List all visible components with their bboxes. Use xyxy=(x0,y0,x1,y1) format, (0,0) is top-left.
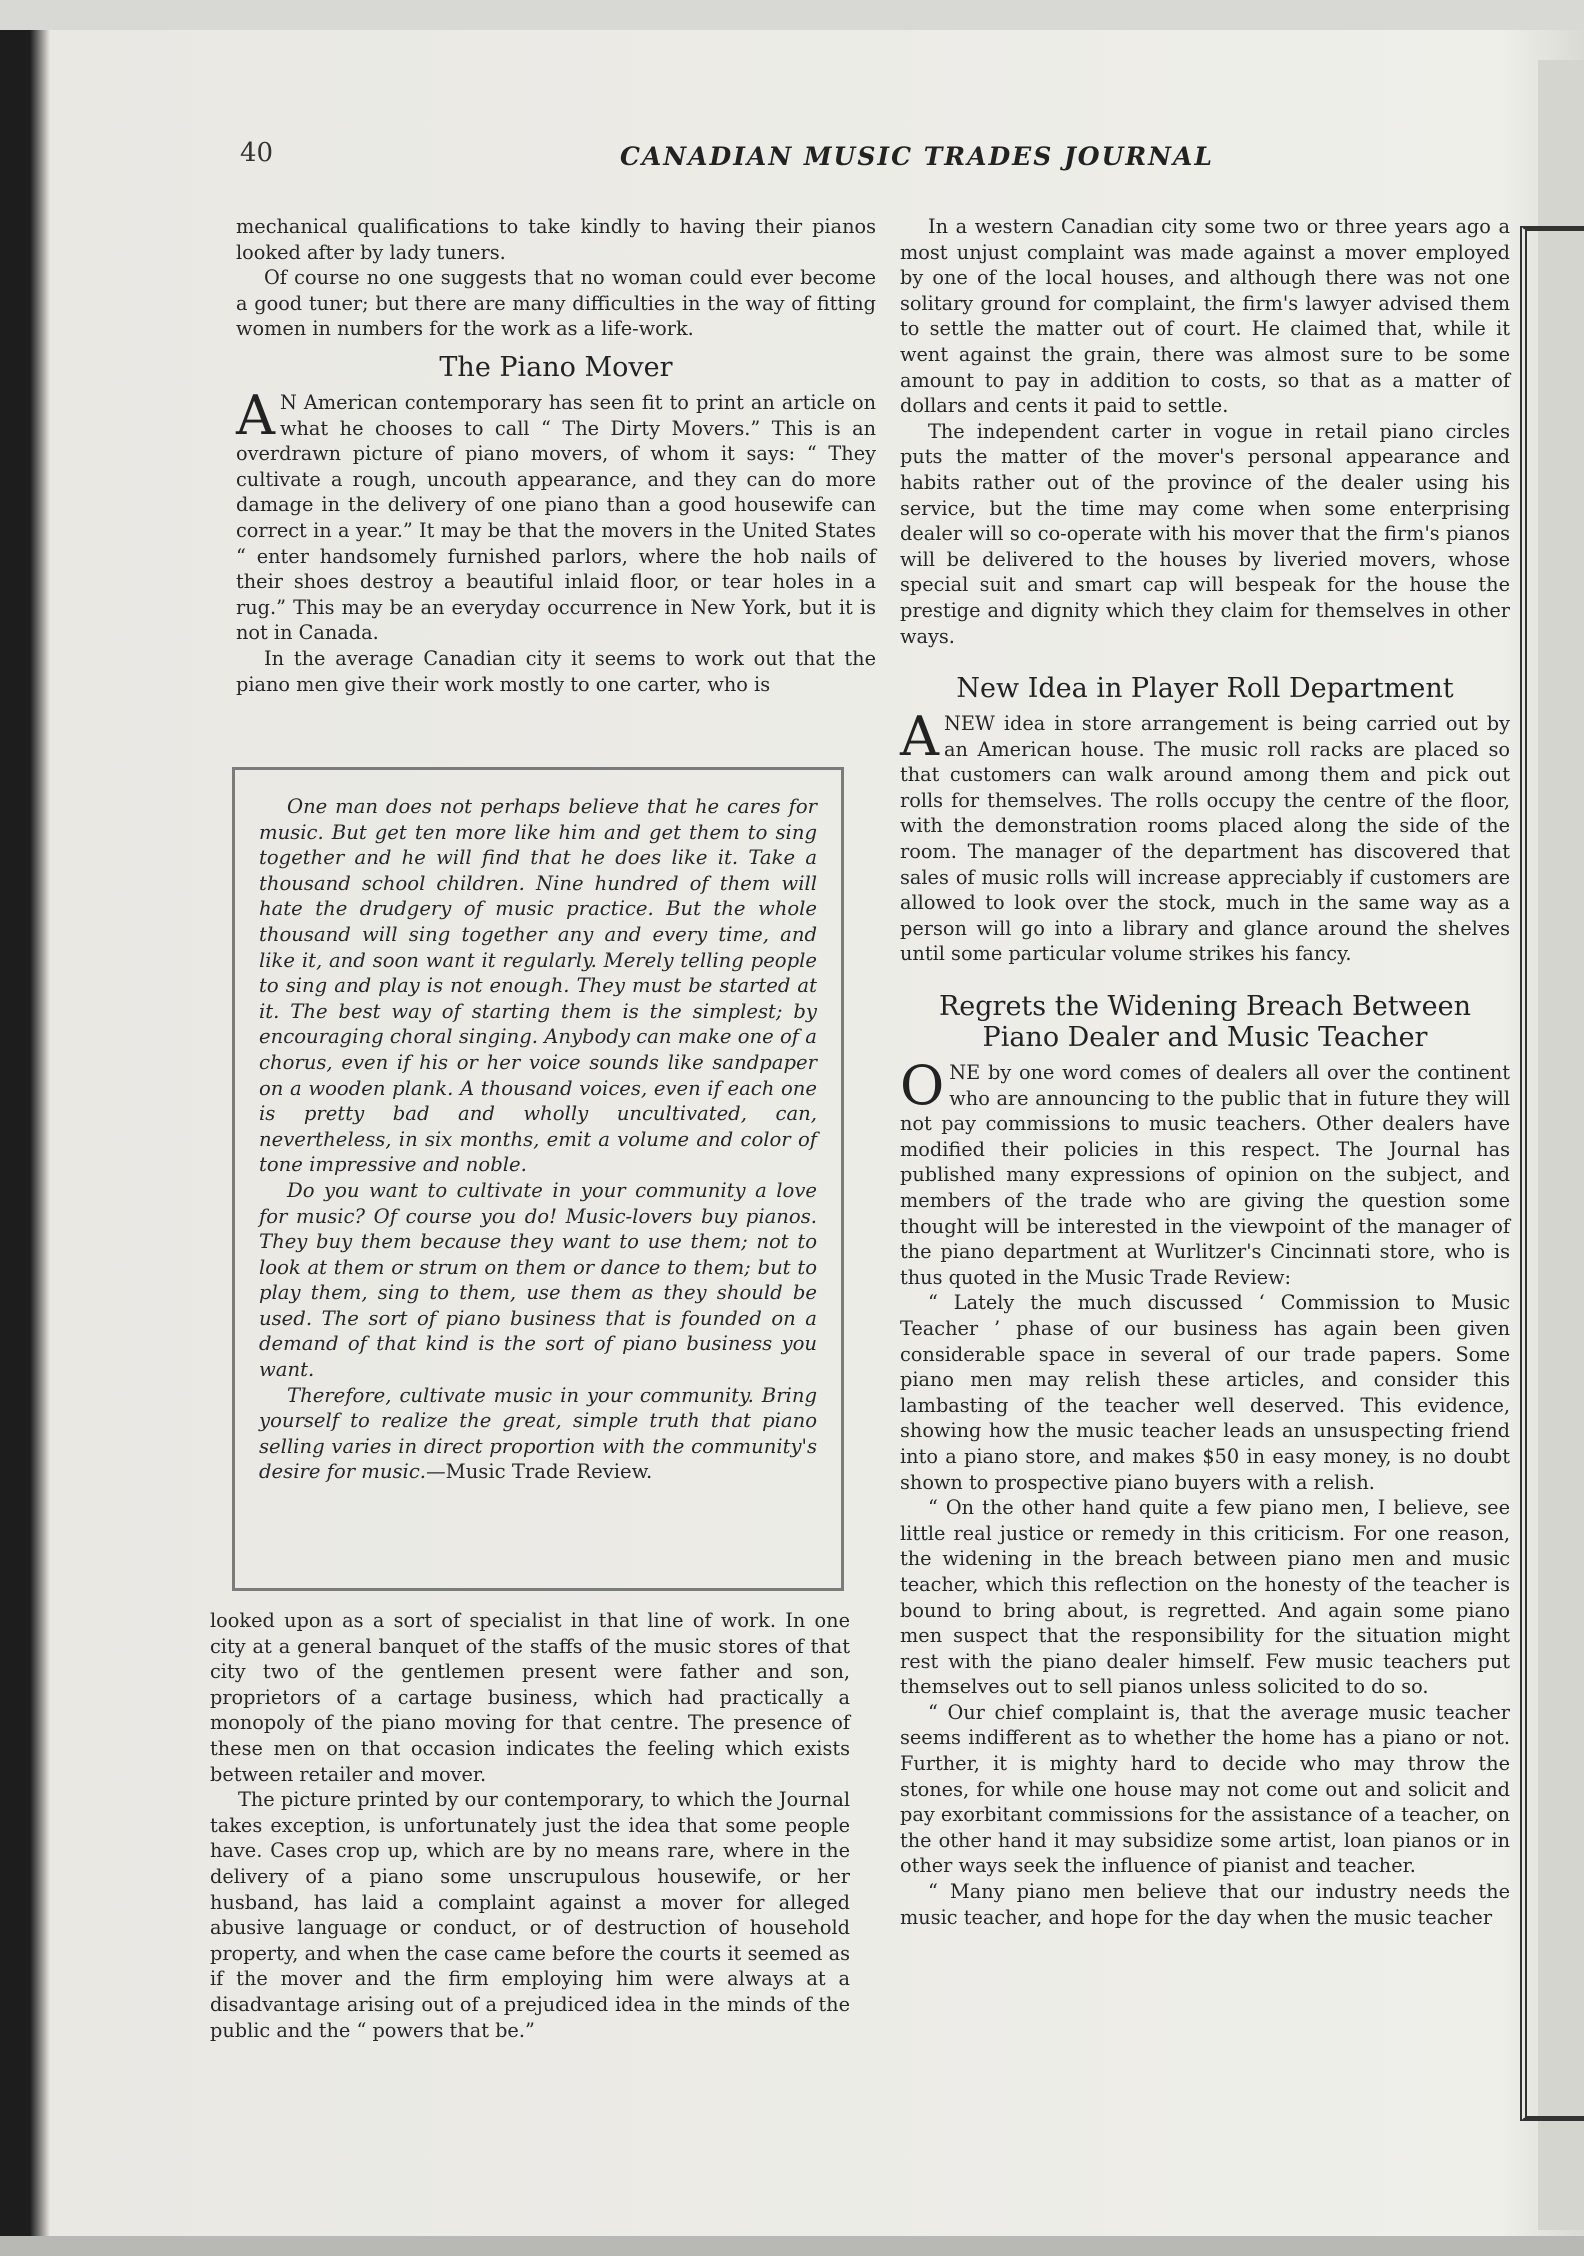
page-header xyxy=(240,138,1360,182)
drop-cap: A xyxy=(900,705,939,769)
scan-top-edge xyxy=(0,0,1584,30)
journal-title: CANADIAN MUSIC TRADES JOURNAL xyxy=(620,142,1214,171)
quote-paragraph: Therefore, cultivate music in your community. Bring yourself to realize the great, simple truth that piano selling varies in direct proportion with the community's desire for music.—Music Trade Review. xyxy=(259,1383,817,1484)
right-column xyxy=(900,214,1510,1930)
adjacent-page-frame xyxy=(1520,226,1584,2121)
paragraph: “ On the other hand quite a few piano men, I believe, see little real justice or remedy in this criticism. For one reason, the widening in the breach between piano men and music teacher, which this reflection on the honesty of the teacher is bound to bring about, is regretted. And again some piano men suspect that the responsibility for the situation might rest with the piano dealer himself. Few music teachers put themselves out to sell pianos unless solicited to do so. xyxy=(900,1496,1510,1699)
page-number: 40 xyxy=(240,138,274,168)
drop-cap: A xyxy=(236,383,275,447)
paragraph: Of course no one suggests that no woman could ever become a good tuner; but there are many difficulties in the way of fitting women in numbers for the work as a life-work. xyxy=(236,266,876,341)
paragraph: looked upon as a sort of specialist in that line of work. In one city at a general banquet of the staffs of the music stores of that city two of the gentlemen present were father and son, proprietors of a cartage business, which had practically a monopoly of the piano moving for that centre. The presence of these men on that occasion indicates the feeling which exists between retailer and mover. xyxy=(210,1609,850,1786)
paragraph: “ Lately the much discussed ‘ Commission to Music Teacher ’ phase of our business has again been given considerable space in several of our trade papers. Some piano men may relish these articles, and consider this lambasting of the teacher well deserved. This evidence, showing how the music teacher leads an unsuspecting friend into a piano store, and makes $50 in easy money, is no doubt shown to prospective piano buyers with a relish. xyxy=(900,1291,1510,1494)
scan-bottom-edge xyxy=(0,2236,1584,2256)
quote-source: Music Trade Review. xyxy=(445,1460,653,1484)
section-heading: The Piano Mover xyxy=(439,351,673,383)
paragraph: ANEW idea in store arrangement is being carried out by an American house. The music roll racks are placed so that customers can walk around among them and pick out rolls for themselves. The rolls occupy the centre of the floor, with the demonstration rooms placed along the side of the room. The manager of the department has discovered that sales of music rolls will increase appreciably if customers are allowed to look over the stock, much in the same way as a person will go into a library and glance around the shelves until some particular volume strikes his fancy. xyxy=(900,705,1510,966)
paragraph: In the average Canadian city it seems to work out that the piano men give their work mostly to one carter, who is xyxy=(236,646,876,696)
quotation-box xyxy=(232,767,844,1591)
paragraph: ONE by one word comes of dealers all over the continent who are announcing to the public that in future they will not pay commissions to music teachers. Other dealers have modified their policies in this respect. The Journal has published many expressions of opinion on the subject, and members of the trade who are giving the question some thought will be interested in the viewpoint of the manager of the piano department at Wurlitzer's Cincinnati store, who is thus quoted in the Music Trade Review: xyxy=(900,1054,1510,1289)
paragraph: “ Our chief complaint is, that the average music teacher seems indifferent as to whether the home has a piano or not. Further, it is mighty hard to decide who may throw the stones, for while one house may not come out and solicit and pay exorbitant commissions for the assistance of a teacher, on the other hand it may subsidize some artist, loan pianos or in other ways seek the influence of pianist and teacher. xyxy=(900,1700,1510,1878)
left-column-top xyxy=(236,214,876,697)
paragraph: “ Many piano men believe that our industry needs the music teacher, and hope for the day when the music teacher xyxy=(900,1880,1510,1929)
paragraph: A N American contemporary has seen fit to print an article on what he chooses to call “ The Dirty Movers.” This is an overdrawn picture of piano movers, of whom it says: “ They cultivate a rough, uncouth appearance, and they can do more damage in the delivery of one piano than a good housewife can correct in a year.” It may be that the movers in the United States “ enter handsomely furnished parlors, where the hob nails of their shoes destroy a beautiful inlaid floor, or tear holes in a rug.” This may be an everyday occurrence in New York, but it is not in Canada. xyxy=(236,383,876,645)
left-column-bottom xyxy=(210,1608,850,2043)
paragraph: The picture printed by our contemporary, to which the Journal takes exception, is unfortunately just the idea that some people have. Cases crop up, which are by no means rare, where in the delivery of a piano some unscrupulous housewife, or her husband, has laid a complaint against a mover for alleged abusive language or conduct, or of destruction of household property, and when the case came before the courts it seemed as if the mover and the firm employing him were always at a disadvantage arising out of a prejudiced idea in the minds of the public and the “ powers that be.” xyxy=(210,1788,850,2042)
paragraph: In a western Canadian city some two or three years ago a most unjust complaint was made against a mover employed by one of the local houses, and although there was not one solitary ground for complaint, the firm's lawyer advised them to settle the matter out of court. He claimed that, while it went against the grain, there was almost sure to be some amount to pay in addition to costs, so that as a matter of dollars and cents it paid to settle. xyxy=(900,215,1510,418)
drop-cap: O xyxy=(900,1054,945,1118)
section-heading: New Idea in Player Roll Department xyxy=(956,673,1454,705)
section-heading: Regrets the Widening Breach Between Piano Dealer and Music Teacher xyxy=(938,991,1472,1054)
quote-paragraph: Do you want to cultivate in your community a love for music? Of course you do! Music-lovers buy pianos. They buy them because they want to use them; not to look at them or strum on them or dance to them; but to play them, sing to them, use them as they should be used. The sort of piano business that is founded on a demand of that kind is the sort of piano business you want. xyxy=(259,1178,817,1382)
paragraph: mechanical qualifications to take kindly to having their pianos looked after by lady tuners. xyxy=(236,215,876,264)
paragraph: The independent carter in vogue in retail piano circles puts the matter of the mover's personal appearance and habits rather out of the province of the dealer using his service, but the time may come when some enterprising dealer will so co-operate with his mover that the firm's pianos will be delivered to the houses by liveried movers, whose special suit and smart cap will bespeak for the house the prestige and dignity which they claim for themselves in other ways. xyxy=(900,419,1510,648)
quote-paragraph: One man does not perhaps believe that he cares for music. But get ten more like him and get them to sing together and he will find that he does like it. Take a thousand school children. Nine hundred of them will hate the drudgery of music practice. But the whole thousand will sing together any and every time, and like it, and soon want it regularly. Merely telling people to sing and play is not enough. They must be started at it. The best way of starting them is the simplest; by encouraging choral singing. Anybody can make one of a chorus, even if his or her voice sounds like sandpaper on a wooden plank. A thousand voices, even if each one is pretty bad and wholly uncultivated, can, nevertheless, in six months, emit a volume and color of tone impressive and noble. xyxy=(259,795,817,1177)
